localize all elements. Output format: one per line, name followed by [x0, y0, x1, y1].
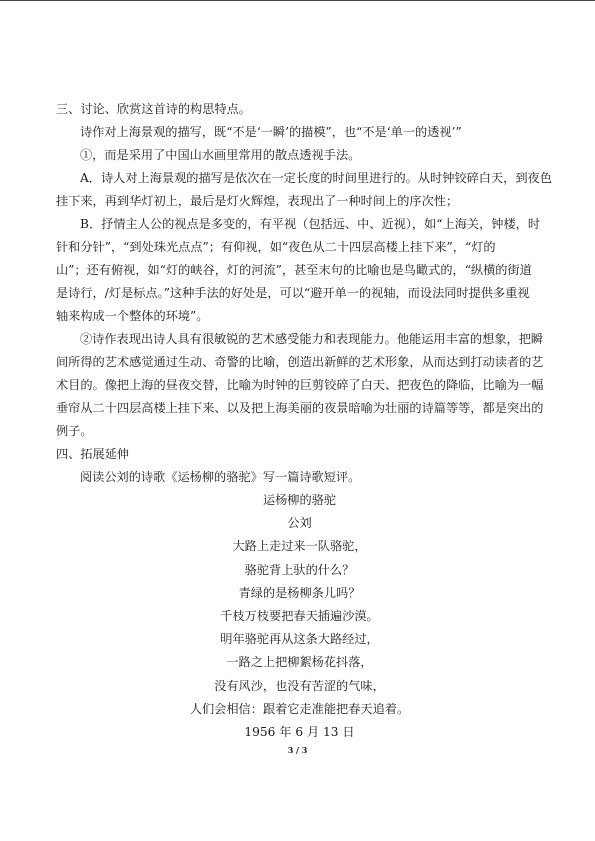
point-2-line: 垂帘从二十四层高楼上挂下来、以及把上海美丽的夜景暗喻为壮丽的诗篇等等，都是突出的: [56, 401, 544, 415]
point-2-line: 间所得的艺术感觉通过生动、奇警的比喻，创造出新鲜的艺术形象，从而达到打动读者的艺: [56, 355, 544, 369]
point-b-line: 轴来构成一个整体的环境”。: [56, 309, 209, 323]
poem-line: 人们会相信：跟着它走准能把春天追着。: [189, 701, 410, 716]
poem-line: 千枝万枝要把春天插遍沙漠。: [220, 609, 379, 624]
section4-heading: 四、拓展延伸: [56, 447, 130, 461]
point-2-line: ②诗作表现出诗人具有很敏锐的艺术感受能力和表现能力。他能运用丰富的想象，把瞬: [80, 332, 544, 346]
poem-date: 1956 年 6 月 13 日: [244, 725, 355, 740]
poem-line: 大路上走过来一队骆驼，: [232, 539, 367, 554]
point-b-line: B．抒情主人公的视点是多变的，有平视（包括远、中、近视），如“上海关，钟楼，时: [80, 217, 541, 231]
page-number: 3 / 3: [287, 745, 308, 755]
document-body: [56, 98, 552, 744]
point-1: ①，而是采用了中国山水画里常用的散点透视手法。: [80, 148, 361, 162]
poem-line: 没有风沙，也没有苦涩的气味，: [214, 678, 385, 693]
poem-title: 运杨柳的骆驼: [262, 493, 337, 507]
point-a-line: 挂下来，再到华灯初上，最后是灯火辉煌，表现出了一种时间上的序次性；: [56, 194, 459, 208]
point-b-line: 是诗行，/灯是标点。”这种手法的好处是，可以“避开单一的视轴，而设法同时提供多重视: [56, 286, 530, 300]
poem-line: 一路之上把柳絮杨花抖落，: [226, 655, 373, 670]
section4-task: 阅读公刘的诗歌《运杨柳的骆驼》写一篇诗歌短评。: [80, 470, 361, 484]
point-a-line: A．诗人对上海景观的描写是依次在一定长度的时间里进行的。从时钟铰碎白天，到夜色: [80, 171, 552, 185]
poem: [56, 489, 543, 744]
point-2-line: 术目的。像把上海的昼夜交替，比喻为时钟的巨剪铰碎了白天、把夜色的降临，比喻为一幅: [56, 378, 544, 392]
poem-line: 青绿的是杨柳条儿吗？: [238, 585, 361, 600]
poem-line: 骆驼背上驮的什么？: [244, 562, 355, 577]
poem-author: 公刘: [287, 516, 312, 531]
header-rule: [0, 0, 595, 1]
point-b-line: 山”；还有俯视，如“灯的峡谷，灯的河流”，甚至末句的比喻也是鸟瞰式的，“纵横的街道: [56, 263, 532, 277]
section3-intro: 诗作对上海景观的描写，既“不是‘一瞬’的描模”，也“不是‘单一的透视’”: [80, 125, 462, 139]
poem-line: 明年骆驼再从这条大路经过，: [220, 632, 379, 647]
point-b-line: 针和分针”，“到处珠光点点”；有仰视，如“夜色从二十四层高楼上挂下来”，“灯的: [56, 240, 496, 254]
point-2-line: 例子。: [56, 424, 93, 438]
section3-heading: 三、讨论、欣赏这首诗的构思特点。: [56, 102, 251, 116]
